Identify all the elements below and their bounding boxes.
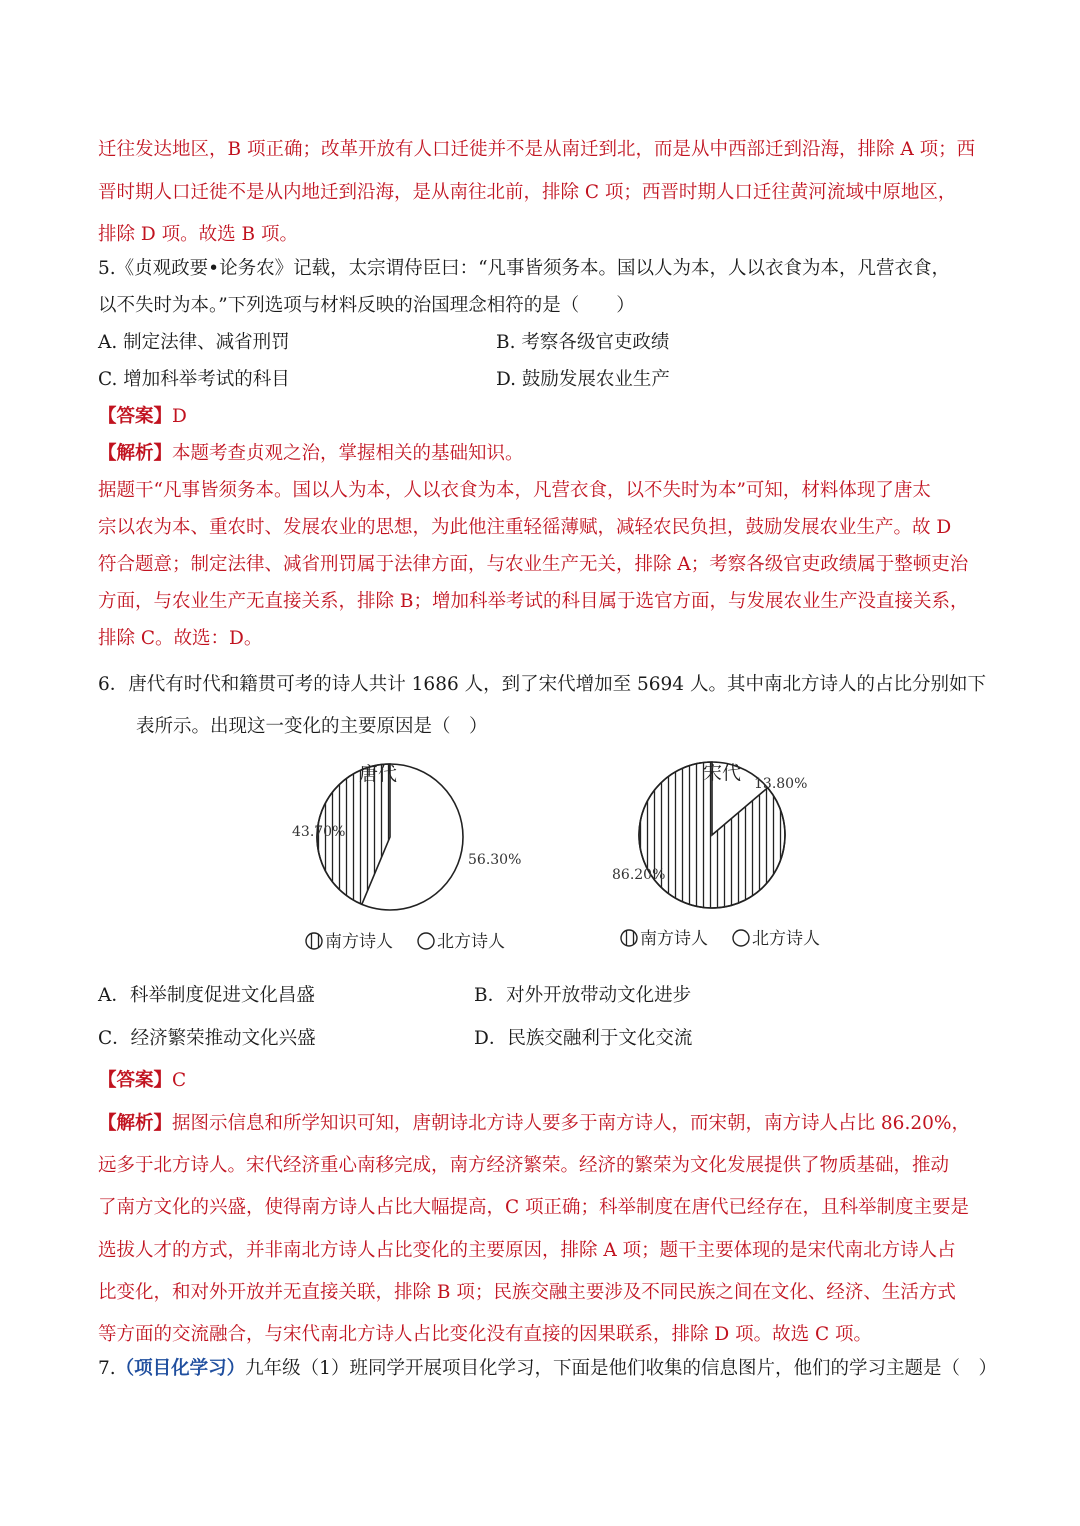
pie-charts — [0, 752, 1080, 962]
analysis-text: 据图示信息和所学知识可知，唐朝诗北方诗人要多于南方诗人，而宋朝，南方诗人占比 86.20%， — [172, 1113, 970, 1134]
q5-answer — [98, 405, 187, 429]
q5-analysis-line: 排除 C。故选：D。 — [98, 628, 263, 649]
q6-option-a: A．科举制度促进文化昌盛 — [98, 985, 315, 1006]
answer-tag: 【答案】 — [98, 406, 173, 427]
q7-stem-text: 九年级（1）班同学开展项目化学习，下面是他们收集的信息图片，他们的学习主题是（ ） — [245, 1358, 997, 1379]
legend-north-label: 北方诗人 — [752, 929, 820, 949]
tang-pie-chart — [292, 763, 521, 952]
answer-tag: 【答案】 — [98, 1070, 173, 1091]
q6-analysis-line: 了南方文化的兴盛，使得南方诗人占比大幅提高，C 项正确；科举制度在唐代已经存在，且科举制度主要是 — [98, 1197, 970, 1218]
legend-south-label: 南方诗人 — [325, 932, 393, 952]
q6-answer — [98, 1069, 186, 1093]
analysis-intro-text: 本题考查贞观之治，掌握相关的基础知识。 — [172, 443, 524, 464]
pie-title: 宋代 — [702, 762, 742, 784]
legend-south-swatch — [621, 930, 637, 946]
q5-stem-line: 以不失时为本。”下列选项与材料反映的治国理念相符的是（ ） — [98, 295, 635, 316]
legend-south-swatch — [306, 933, 322, 949]
legend-north-swatch — [733, 930, 749, 946]
q7-tag: （项目化学习） — [115, 1358, 246, 1379]
north-value-label: 13.80% — [754, 776, 808, 792]
q7-stem — [98, 1357, 997, 1381]
q5-analysis-line: 宗以农为本、重农时、发展农业的思想，为此他注重轻徭薄赋，减轻农民负担，鼓励发展农业生产。故 D — [98, 517, 952, 538]
answer-value: D — [172, 406, 187, 427]
q6-stem-line: 6．唐代有时代和籍贯可考的诗人共计 1686 人，到了宋代增加至 5694 人。其中南北方诗人的占比分别如下 — [98, 674, 986, 695]
answer-value: C — [172, 1070, 187, 1091]
q6-option-c: C．经济繁荣推动文化兴盛 — [98, 1028, 316, 1049]
prev-analysis-line: 排除 D 项。故选 B 项。 — [98, 224, 298, 245]
q5-option-c: C. 增加科举考试的科目 — [98, 369, 290, 390]
pie-title: 唐代 — [358, 763, 398, 785]
prev-analysis-line: 迁往发达地区，B 项正确；改革开放有人口迁徙并不是从南迁到北，而是从中西部迁到沿海，排除 A 项；西 — [98, 139, 976, 160]
q5-analysis-line: 方面，与农业生产无直接关系，排除 B；增加科举考试的科目属于选官方面，与发展农业生产没直接关系， — [98, 591, 969, 612]
north-value-label: 56.30% — [468, 852, 522, 868]
analysis-tag: 【解析】 — [98, 1113, 173, 1134]
legend-north-swatch — [418, 933, 434, 949]
prev-analysis-line: 晋时期人口迁徙不是从内地迁到沿海，是从南往北前，排除 C 项；西晋时期人口迁往黄河流域中原地区， — [98, 182, 957, 203]
q6-analysis-line: 等方面的交流融合，与宋代南北方诗人占比变化没有直接的因果联系，排除 D 项。故选 C 项。 — [98, 1324, 873, 1345]
south-value-label: 43.70% — [292, 824, 346, 840]
q6-stem-line: 表所示。出现这一变化的主要原因是（ ） — [136, 716, 488, 737]
q5-analysis-intro — [98, 442, 524, 466]
analysis-tag: 【解析】 — [98, 443, 173, 464]
south-value-label: 86.20% — [612, 867, 666, 883]
q6-analysis-line: 远多于北方诗人。宋代经济重心南移完成，南方经济繁荣。经济的繁荣为文化发展提供了物质基础，推动 — [98, 1155, 950, 1176]
song-pie-chart — [612, 762, 820, 949]
q5-option-a: A. 制定法律、减省刑罚 — [98, 332, 290, 353]
q6-option-d: D．民族交融利于文化交流 — [474, 1028, 693, 1049]
q6-analysis-line: 比变化，和对外开放并无直接关联，排除 B 项；民族交融主要涉及不同民族之间在文化、经济、生活方式 — [98, 1282, 956, 1303]
q5-option-d: D. 鼓励发展农业生产 — [496, 369, 670, 390]
legend-north-label: 北方诗人 — [437, 932, 505, 952]
q7-number: 7. — [98, 1358, 116, 1379]
q5-analysis-line: 符合题意；制定法律、减省刑罚属于法律方面，与农业生产无关，排除 A；考察各级官吏政绩属于整顿吏治 — [98, 554, 969, 575]
q6-analysis-line: 选拔人才的方式，并非南北方诗人占比变化的主要原因，排除 A 项；题干主要体现的是宋代南北方诗人占 — [98, 1240, 956, 1261]
legend-south-label: 南方诗人 — [640, 929, 708, 949]
q6-analysis-first — [98, 1112, 970, 1136]
q6-option-b: B．对外开放带动文化进步 — [474, 985, 692, 1006]
q5-analysis-line: 据题干“凡事皆须务本。国以人为本，人以衣食为本，凡营衣食，以不失时为本”可知，材料体现了唐太 — [98, 480, 931, 501]
q5-option-b: B. 考察各级官吏政绩 — [496, 332, 670, 353]
q5-stem-line: 5.《贞观政要•论务农》记载，太宗谓侍臣曰：“凡事皆须务本。国以人为本，人以衣食为本，凡营衣食， — [98, 258, 951, 279]
